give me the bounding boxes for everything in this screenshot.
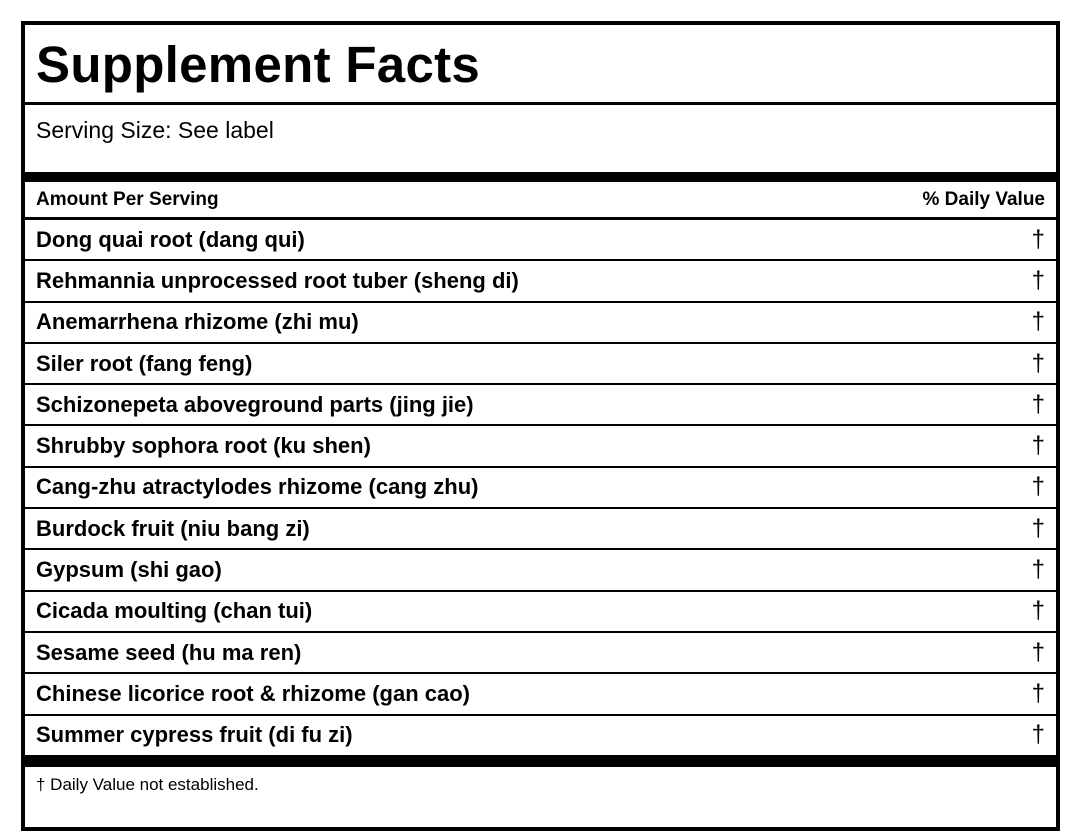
daily-value-marker: † — [1031, 597, 1045, 625]
ingredient-name: Anemarrhena rhizome (zhi mu) — [36, 309, 359, 335]
column-header-row — [25, 182, 1056, 220]
ingredient-name: Cang-zhu atractylodes rhizome (cang zhu) — [36, 474, 479, 500]
daily-value-marker: † — [1031, 679, 1045, 707]
daily-value-marker: † — [1031, 638, 1045, 666]
daily-value-marker: † — [1031, 473, 1045, 501]
daily-value-marker: † — [1031, 225, 1045, 253]
ingredient-name: Sesame seed (hu ma ren) — [36, 639, 302, 665]
ingredient-name: Summer cypress fruit (di fu zi) — [36, 722, 353, 748]
ingredient-name: Dong quai root (dang qui) — [36, 226, 305, 252]
daily-value-marker: † — [1031, 721, 1045, 749]
ingredient-row — [25, 385, 1056, 426]
panel-title: Supplement Facts — [25, 25, 1056, 105]
daily-value-marker: † — [1031, 390, 1045, 418]
ingredient-name: Cicada moulting (chan tui) — [36, 598, 313, 624]
daily-value-marker: † — [1031, 432, 1045, 460]
ingredient-name: Rehmannia unprocessed root tuber (sheng di) — [36, 267, 519, 293]
ingredient-name: Siler root (fang feng) — [36, 350, 253, 376]
ingredient-row — [25, 633, 1056, 674]
ingredient-row — [25, 550, 1056, 591]
ingredient-row — [25, 426, 1056, 467]
ingredient-name: Shrubby sophora root (ku shen) — [36, 433, 371, 459]
ingredient-name: Chinese licorice root & rhizome (gan cao) — [36, 680, 470, 706]
ingredient-row — [25, 674, 1056, 715]
daily-value-header: % Daily Value — [922, 188, 1045, 210]
daily-value-marker: † — [1031, 514, 1045, 542]
ingredient-name: Burdock fruit (niu bang zi) — [36, 515, 310, 541]
ingredient-row — [25, 220, 1056, 261]
daily-value-marker: † — [1031, 308, 1045, 336]
thick-divider — [25, 757, 1056, 767]
ingredient-row — [25, 303, 1056, 344]
supplement-facts-panel — [21, 21, 1060, 831]
daily-value-marker: † — [1031, 266, 1045, 294]
ingredient-row — [25, 509, 1056, 550]
ingredient-row — [25, 344, 1056, 385]
ingredient-row — [25, 468, 1056, 509]
daily-value-marker: † — [1031, 349, 1045, 377]
ingredient-row — [25, 716, 1056, 757]
ingredient-row — [25, 592, 1056, 633]
ingredient-name: Schizonepeta aboveground parts (jing jie) — [36, 391, 474, 417]
ingredient-row — [25, 261, 1056, 302]
ingredient-name: Gypsum (shi gao) — [36, 557, 222, 583]
footnote: † Daily Value not established. — [36, 774, 259, 794]
amount-per-serving-header: Amount Per Serving — [36, 188, 219, 210]
daily-value-marker: † — [1031, 556, 1045, 584]
serving-size: Serving Size: See label — [25, 105, 1056, 182]
